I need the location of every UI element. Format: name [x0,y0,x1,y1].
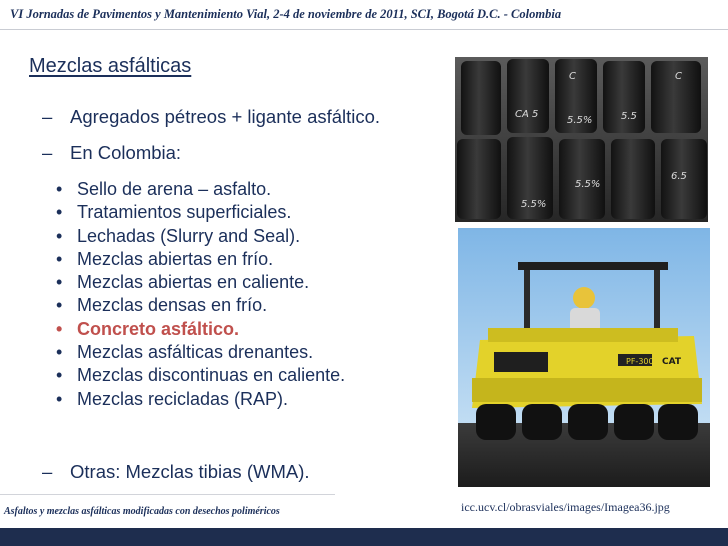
slide-title: Mezclas asfálticas [29,55,192,77]
list-item-text: Mezclas recicladas (RAP). [77,388,289,409]
list-item [56,178,345,201]
compactor-model-label: PF-300B [626,357,660,366]
core-label: 5.5 [621,111,637,122]
list-item [56,341,345,364]
list-item-text: Mezclas asfálticas drenantes. [77,342,314,363]
dash-marker: – [42,142,53,163]
bullet-icon: • [56,179,63,199]
list-item [56,388,345,411]
mix-types-list [56,178,345,411]
compactor-illustration [458,228,710,487]
dash-item-text: Agregados pétreos + ligante asfáltico. [70,106,381,127]
bullet-icon: • [56,388,63,409]
list-item-text: Lechadas (Slurry and Seal). [77,225,301,246]
bullet-icon: • [56,365,63,386]
list-item-text: Mezclas abiertas en caliente. [77,272,310,293]
bullet-icon: • [56,248,63,269]
list-item [56,364,345,387]
compactor-photo [458,228,710,487]
header-bar [0,0,728,32]
list-item [56,248,345,271]
bottom-bar [0,528,728,546]
list-item-text: Tratamientos superficiales. [77,202,292,223]
list-item-text: Mezclas abiertas en frío. [77,248,274,269]
dash-item-others [42,461,310,483]
bullet-icon: • [56,272,63,293]
core-label: 6.5 [671,171,687,182]
list-item-text: Sello de arena – asfalto. [77,179,272,199]
cat-logo: CAT [662,357,682,367]
dash-item-text: Otras: Mezclas tibias (WMA). [70,461,310,482]
header-divider [0,29,728,30]
core-label: CA 5 [515,109,539,120]
dash-item-text: En Colombia: [70,142,182,163]
list-item-text: Concreto asfáltico. [77,318,240,339]
list-item-text: Mezclas discontinuas en caliente. [77,365,346,386]
footer-text: Asfaltos y mezclas asfálticas modificadas con desechos poliméricos [4,506,280,517]
asphalt-cores-illustration [455,57,708,222]
header-text: VI Jornadas de Pavimentos y Mantenimiento Vial, 2-4 de noviembre de 2011, SCI, Bogotá D.C. - Colombia [10,7,562,21]
dash-item-aggregates [42,106,380,128]
list-item [56,201,345,224]
footer-divider [0,494,335,495]
core-label: C [569,71,576,82]
list-item-highlighted [56,318,345,341]
photo-caption: icc.ucv.cl/obrasviales/images/Imagea36.jpg [461,500,670,514]
list-item [56,294,345,317]
bullet-icon: • [56,295,63,316]
bullet-icon: • [56,225,63,246]
list-item [56,271,345,294]
dash-item-colombia [42,142,181,164]
core-label: 5.5% [567,115,593,126]
bullet-icon: • [56,342,63,363]
asphalt-cores-photo [455,57,708,222]
list-item [56,225,345,248]
core-label: C [675,71,682,82]
core-label: 5.5% [521,199,547,210]
dash-marker: – [42,106,53,127]
list-item-text: Mezclas densas en frío. [77,295,268,316]
dash-marker: – [42,461,53,482]
core-label: 5.5% [575,179,601,190]
bullet-icon: • [56,202,63,223]
bullet-icon: • [56,318,63,339]
